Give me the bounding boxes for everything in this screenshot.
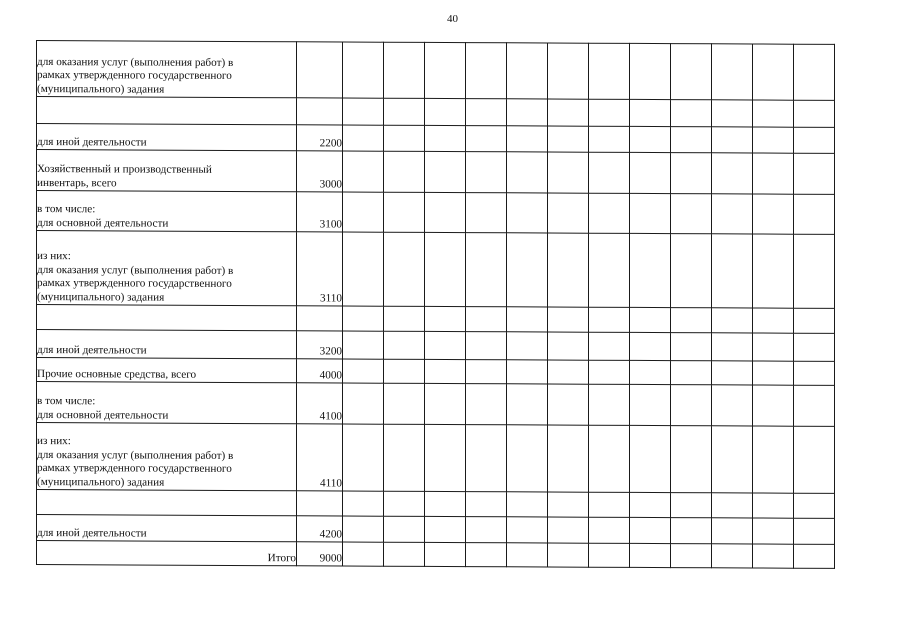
row-label: в том числе: для основной деятельности xyxy=(37,203,169,230)
value-cell xyxy=(507,517,548,543)
value-cell xyxy=(343,359,384,383)
value-cell xyxy=(712,127,753,153)
value-cell xyxy=(425,125,466,151)
value-cell xyxy=(794,518,835,544)
row-label-cell xyxy=(37,124,297,151)
value-cell xyxy=(712,493,753,518)
row-label-cell xyxy=(37,382,297,424)
value-cell xyxy=(384,42,425,98)
value-cell xyxy=(507,492,548,517)
row-code: 2200 xyxy=(297,125,343,151)
row-code: 4000 xyxy=(297,359,343,383)
value-cell xyxy=(548,543,589,567)
value-cell xyxy=(343,42,384,98)
value-cell xyxy=(753,333,794,361)
value-cell xyxy=(630,99,671,126)
value-cell xyxy=(794,493,835,518)
value-cell xyxy=(753,361,794,385)
value-cell xyxy=(671,333,712,361)
value-cell xyxy=(384,98,425,125)
row-label: для оказания услуг (выполнения работ) в рамках утвержденного государственного (муниципального) задания xyxy=(37,55,234,96)
value-cell xyxy=(794,333,835,361)
value-cell xyxy=(548,360,589,384)
value-cell xyxy=(794,361,835,385)
row-code: 4200 xyxy=(297,516,343,542)
row-label-cell xyxy=(37,330,297,359)
row-code: 4100 xyxy=(297,383,343,424)
value-cell xyxy=(753,127,794,153)
value-cell xyxy=(343,491,384,516)
value-cell xyxy=(466,543,507,567)
value-cell xyxy=(671,361,712,385)
value-cell xyxy=(589,233,630,307)
value-cell xyxy=(466,492,507,517)
value-cell xyxy=(384,331,425,359)
value-cell xyxy=(712,234,753,308)
value-cell xyxy=(343,306,384,331)
value-cell xyxy=(507,126,548,152)
value-cell xyxy=(712,544,753,568)
value-cell xyxy=(753,493,794,518)
value-cell xyxy=(671,234,712,308)
row-label-cell xyxy=(37,305,297,331)
value-cell xyxy=(466,332,507,360)
row-label-cell xyxy=(37,358,297,383)
value-cell xyxy=(507,332,548,360)
value-cell xyxy=(466,517,507,543)
value-cell xyxy=(384,232,425,306)
row-label-cell xyxy=(37,150,297,192)
table-row xyxy=(37,150,835,195)
row-label-cell xyxy=(37,515,297,542)
value-cell xyxy=(548,99,589,126)
value-cell xyxy=(630,152,671,193)
value-cell xyxy=(794,194,835,234)
value-cell xyxy=(753,194,794,234)
value-cell xyxy=(794,127,835,153)
value-cell xyxy=(384,125,425,151)
value-cell xyxy=(671,194,712,234)
value-cell xyxy=(466,43,507,99)
value-cell xyxy=(425,542,466,566)
value-cell xyxy=(794,385,835,426)
value-cell xyxy=(630,233,671,307)
value-cell xyxy=(343,98,384,125)
value-cell xyxy=(712,194,753,234)
value-cell xyxy=(753,518,794,544)
row-label: Прочие основные средства, всего xyxy=(37,367,197,381)
table-row xyxy=(37,97,835,128)
value-cell xyxy=(466,307,507,332)
value-cell xyxy=(794,426,835,493)
value-cell xyxy=(589,152,630,193)
value-cell xyxy=(384,542,425,566)
value-cell xyxy=(343,383,384,424)
value-cell xyxy=(343,125,384,151)
value-cell xyxy=(384,359,425,383)
value-cell xyxy=(466,193,507,233)
table-row xyxy=(37,490,835,519)
value-cell xyxy=(794,234,835,308)
value-cell xyxy=(630,126,671,152)
value-cell xyxy=(425,383,466,424)
value-cell xyxy=(671,426,712,493)
value-cell xyxy=(671,44,712,100)
value-cell xyxy=(466,126,507,152)
table-row xyxy=(37,305,835,334)
row-label: Хозяйственный и производственный инвентарь, всего xyxy=(37,163,212,189)
value-cell xyxy=(671,153,712,194)
value-cell xyxy=(753,234,794,308)
row-label: из них: для оказания услуг (выполнения работ) в рамках утвержденного государственного (муниципального) задания xyxy=(37,435,234,489)
value-cell xyxy=(548,126,589,152)
value-cell xyxy=(671,493,712,518)
row-code: 4110 xyxy=(297,424,343,491)
value-cell xyxy=(384,151,425,192)
value-cell xyxy=(671,518,712,544)
value-cell xyxy=(384,516,425,542)
value-cell xyxy=(712,426,753,493)
value-cell xyxy=(712,308,753,333)
value-cell xyxy=(794,308,835,333)
value-cell xyxy=(466,360,507,384)
row-label-cell xyxy=(37,191,297,232)
value-cell xyxy=(712,385,753,426)
value-cell xyxy=(425,192,466,232)
value-cell xyxy=(589,517,630,543)
value-cell xyxy=(548,517,589,543)
value-cell xyxy=(630,332,671,360)
value-cell xyxy=(507,384,548,425)
value-cell xyxy=(712,333,753,361)
value-cell xyxy=(671,544,712,568)
value-cell xyxy=(671,385,712,426)
value-cell xyxy=(425,232,466,306)
value-cell xyxy=(343,151,384,192)
row-label-cell xyxy=(37,97,297,125)
table-row xyxy=(37,124,835,154)
value-cell xyxy=(548,307,589,332)
value-cell xyxy=(712,518,753,544)
value-cell xyxy=(671,100,712,127)
value-cell xyxy=(794,44,835,100)
value-cell xyxy=(753,544,794,568)
value-cell xyxy=(466,425,507,492)
value-cell xyxy=(712,44,753,100)
value-cell xyxy=(630,492,671,517)
value-cell xyxy=(425,516,466,542)
row-label-cell xyxy=(37,41,297,98)
value-cell xyxy=(671,308,712,333)
value-cell xyxy=(753,153,794,194)
value-cell xyxy=(630,425,671,492)
value-cell xyxy=(712,361,753,385)
value-cell xyxy=(343,424,384,491)
value-cell xyxy=(630,360,671,384)
value-cell xyxy=(753,100,794,127)
value-cell xyxy=(753,308,794,333)
row-code: 3000 xyxy=(297,151,343,192)
value-cell xyxy=(589,384,630,425)
value-cell xyxy=(589,360,630,384)
row-code: 3200 xyxy=(297,331,343,359)
row-label-cell xyxy=(37,423,297,491)
row-code: 9000 xyxy=(297,542,343,566)
row-code: 3110 xyxy=(297,232,343,306)
row-code xyxy=(297,42,343,98)
value-cell xyxy=(630,193,671,233)
value-cell xyxy=(548,492,589,517)
value-cell xyxy=(507,360,548,384)
value-cell xyxy=(589,332,630,360)
value-cell xyxy=(425,151,466,192)
value-cell xyxy=(425,306,466,331)
value-cell xyxy=(630,543,671,567)
value-cell xyxy=(507,233,548,307)
value-cell xyxy=(794,153,835,194)
value-cell xyxy=(548,425,589,492)
value-cell xyxy=(548,193,589,233)
value-cell xyxy=(794,544,835,568)
value-cell xyxy=(589,492,630,517)
value-cell xyxy=(425,42,466,98)
value-cell xyxy=(630,43,671,99)
fixed-assets-table xyxy=(36,40,835,569)
value-cell xyxy=(548,233,589,307)
value-cell xyxy=(630,307,671,332)
row-code: 3100 xyxy=(297,192,343,232)
value-cell xyxy=(384,306,425,331)
value-cell xyxy=(343,331,384,359)
value-cell xyxy=(589,43,630,99)
value-cell xyxy=(589,99,630,126)
value-cell xyxy=(425,331,466,359)
value-cell xyxy=(589,193,630,233)
table-row xyxy=(37,191,835,235)
value-cell xyxy=(466,233,507,307)
value-cell xyxy=(425,98,466,125)
value-cell xyxy=(589,543,630,567)
value-cell xyxy=(507,543,548,567)
value-cell xyxy=(753,44,794,100)
value-cell xyxy=(548,384,589,425)
value-cell xyxy=(589,307,630,332)
table-row xyxy=(37,515,835,545)
value-cell xyxy=(671,127,712,153)
total-label: Итого xyxy=(267,551,296,564)
row-label: в том числе: для основной деятельности xyxy=(37,395,169,422)
value-cell xyxy=(548,152,589,193)
value-cell xyxy=(794,100,835,127)
value-cell xyxy=(630,384,671,425)
value-cell xyxy=(425,424,466,491)
row-label-cell xyxy=(37,490,297,516)
value-cell xyxy=(384,192,425,232)
value-cell xyxy=(507,307,548,332)
value-cell xyxy=(425,359,466,383)
value-cell xyxy=(343,542,384,566)
table-row xyxy=(37,231,835,309)
value-cell xyxy=(343,232,384,306)
value-cell xyxy=(507,425,548,492)
row-label: для иной деятельности xyxy=(37,343,147,357)
value-cell xyxy=(548,332,589,360)
value-cell xyxy=(343,516,384,542)
row-code xyxy=(297,491,343,516)
value-cell xyxy=(507,43,548,99)
value-cell xyxy=(712,153,753,194)
value-cell xyxy=(589,126,630,152)
total-row xyxy=(37,541,835,569)
value-cell xyxy=(425,491,466,516)
value-cell xyxy=(712,100,753,127)
value-cell xyxy=(589,425,630,492)
table-row xyxy=(37,330,835,362)
value-cell xyxy=(548,43,589,99)
row-label: для иной деятельности xyxy=(37,135,147,149)
row-label: для иной деятельности xyxy=(37,526,147,540)
row-code xyxy=(297,98,343,125)
value-cell xyxy=(753,426,794,493)
value-cell xyxy=(343,192,384,232)
value-cell xyxy=(630,517,671,543)
value-cell xyxy=(507,99,548,126)
value-cell xyxy=(466,152,507,193)
value-cell xyxy=(384,383,425,424)
value-cell xyxy=(466,99,507,126)
value-cell xyxy=(466,384,507,425)
value-cell xyxy=(384,424,425,491)
row-label: из них: для оказания услуг (выполнения работ) в рамках утвержденного государственного (муниципального) задания xyxy=(37,250,234,304)
value-cell xyxy=(507,152,548,193)
value-cell xyxy=(753,385,794,426)
value-cell xyxy=(507,193,548,233)
value-cell xyxy=(384,491,425,516)
table-row xyxy=(37,382,835,427)
table-row xyxy=(37,423,835,494)
row-label-cell xyxy=(37,231,297,306)
page-number: 40 xyxy=(447,13,458,25)
total-label-cell xyxy=(37,541,297,566)
table-row xyxy=(37,41,835,101)
row-code xyxy=(297,306,343,331)
